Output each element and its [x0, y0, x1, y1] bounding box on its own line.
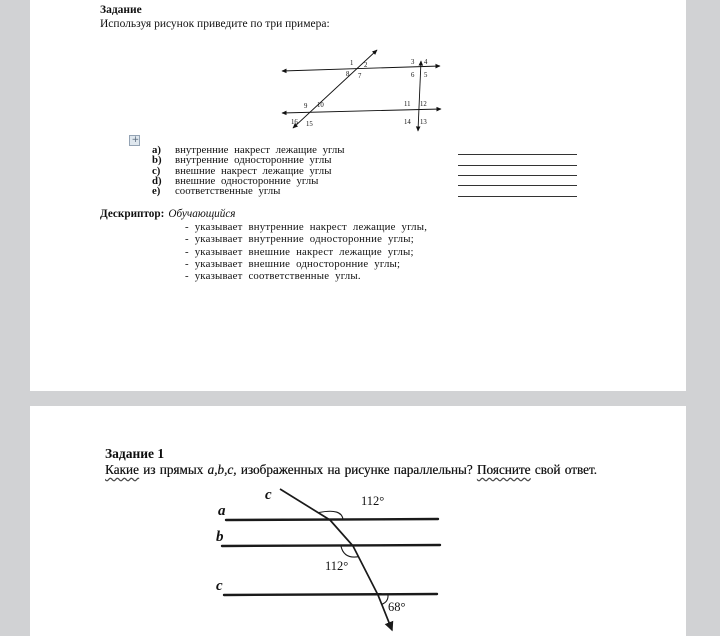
document-page-2	[30, 406, 686, 636]
item-text: внешние односторонние углы	[175, 174, 319, 187]
answer-blank-line[interactable]	[458, 176, 577, 186]
line-a-label: a	[218, 503, 226, 519]
descriptor-line: - указывает внешние накрест лежащие углы;	[185, 245, 414, 258]
angle-number-1: 1	[350, 60, 354, 67]
angle-number-8: 8	[346, 71, 350, 78]
angle-number-7: 7	[358, 73, 362, 80]
descriptor-line: - указывает соответственные углы.	[185, 270, 361, 283]
descriptor-line: - указывает внутренние накрест лежащие углы,	[185, 221, 428, 233]
angle-number-15: 15	[306, 121, 313, 128]
angle-number-2: 2	[364, 62, 368, 69]
task-item-list	[152, 145, 612, 196]
task-item	[152, 186, 612, 196]
angle-number-4: 4	[424, 59, 428, 66]
angle-number-6: 6	[411, 72, 415, 79]
question-word: Поясните	[476, 462, 531, 477]
descriptor-lines	[185, 221, 427, 282]
line-c-label: c	[216, 578, 223, 594]
angles-diagram	[280, 48, 448, 138]
angle-label-bottom: 68°	[388, 600, 406, 614]
item-letter: a)	[152, 144, 161, 156]
descriptor-label: Дескриптор:	[100, 208, 165, 220]
angle-number-5: 5	[424, 72, 428, 79]
task1-title: Задание 1	[105, 446, 165, 461]
parallel-lines-figure	[210, 484, 445, 636]
descriptor-heading	[100, 208, 236, 220]
document-page-1	[30, 0, 686, 391]
item-letter: b)	[152, 154, 162, 167]
item-letter: c)	[152, 164, 161, 177]
angle-number-10: 10	[317, 102, 324, 109]
question-line-names: a,b,c,	[207, 462, 237, 477]
parallel-line-top	[282, 66, 440, 71]
question-text: изображенных на рисунке параллельны?	[236, 462, 477, 477]
item-text: соответственные углы	[175, 185, 281, 198]
angle-number-13: 13	[420, 119, 427, 126]
angle-number-9: 9	[304, 103, 308, 110]
angle-number-3: 3	[411, 59, 415, 66]
line-b-label: b	[216, 529, 224, 545]
task-title: Задание	[100, 4, 142, 16]
question-text: из прямых	[138, 462, 208, 477]
answer-blank-line[interactable]	[458, 186, 577, 196]
item-letter: e)	[152, 185, 161, 198]
task-intro: Используя рисунок приведите по три примера:	[100, 17, 330, 30]
angle-number-14: 14	[404, 119, 411, 126]
table-move-handle-icon[interactable]	[129, 135, 140, 146]
line-b	[222, 545, 440, 546]
item-text: внутренние односторонние углы	[175, 154, 332, 167]
angle-number-11: 11	[404, 101, 411, 108]
line-a	[226, 519, 438, 520]
item-text: внешние накрест лежащие углы	[175, 164, 332, 177]
answer-blank-line[interactable]	[458, 155, 577, 165]
answer-blank-line[interactable]	[458, 166, 577, 176]
task1-question	[105, 462, 690, 478]
answer-blank-line[interactable]	[458, 145, 577, 155]
descriptor-line: - указывает внутренние односторонние углы;	[185, 233, 414, 246]
item-text: внутренние накрест лежащие углы	[175, 144, 345, 156]
transversal-label: c	[265, 487, 272, 503]
descriptor-role: Обучающийся	[168, 208, 236, 220]
question-word: Какие	[105, 462, 139, 477]
angle-label-top: 112°	[361, 494, 385, 508]
angle-number-16: 16	[291, 119, 298, 126]
angle-number-12: 12	[420, 101, 427, 108]
question-text: свой ответ.	[530, 462, 597, 477]
line-c	[224, 594, 437, 595]
descriptor-line: - указывает внешние односторонние углы;	[185, 257, 401, 270]
item-letter: d)	[152, 174, 162, 187]
angle-label-mid: 112°	[325, 559, 349, 573]
